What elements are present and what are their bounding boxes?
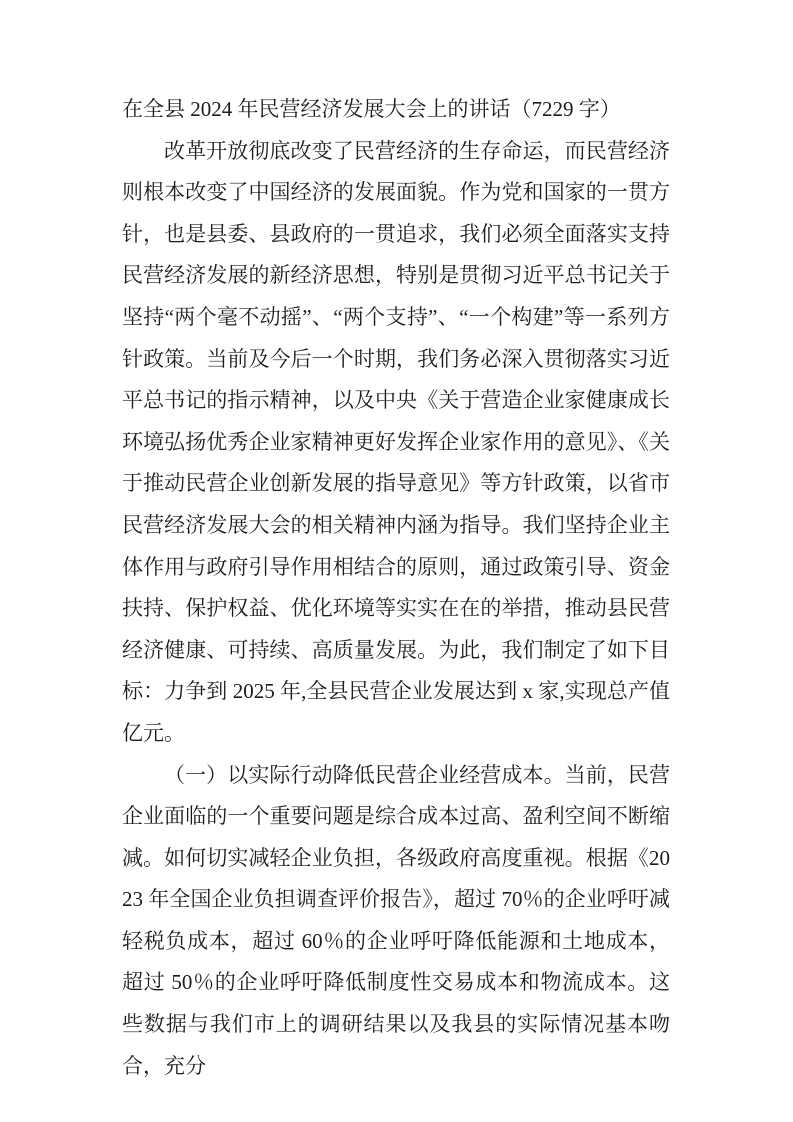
document-title: 在全县 2024 年民营经济发展大会上的讲话（7229 字） <box>122 97 621 121</box>
body-paragraph-2: （一）以实际行动降低民营企业经营成本。当前，民营企业面临的一个重要问题是综合成本过高、盈利空间不断缩减。如何切实减轻企业负担，各级政府高度重视。根据《2023 年全国企业负担调查评价报告》，超过 70％的企业呼吁减轻税负成本，超过 60％的企业呼吁降低能源和土地成本，超过 50％的企业呼吁降低制度性交易成本和物流成本。这些数据与我们市上的调研结果以及我县的实际情况基本吻合，充分 <box>122 762 670 1078</box>
body-paragraph-1: 改革开放彻底改变了民营经济的生存命运，而民营经济则根本改变了中国经济的发展面貌。作为党和国家的一贯方针，也是县委、县政府的一贯追求，我们必须全面落实支持民营经济发展的新经济思想，特别是贯彻习近平总书记关于坚持“两个毫不动摇”、“两个支持”、“一个构建”等一系列方针政策。当前及今后一个时期，我们务必深入贯彻落实习近平总书记的指示精神，以及中央《关于营造企业家健康成长环境弘扬优秀企业家精神更好发挥企业家作用的意见》、《关于推动民营企业创新发展的指导意见》等方针政策，以省市民营经济发展大会的相关精神内涵为指导。我们坚持企业主体作用与政府引导作用相结合的原则，通过政策引导、资金扶持、保护权益、优化环境等实实在在的举措，推动县民营经济健康、可持续、高质量发展。为此，我们制定了如下目标：力争到 2025 年,全县民营企业发展达到 x 家,实现总产值亿元。 <box>122 138 670 745</box>
